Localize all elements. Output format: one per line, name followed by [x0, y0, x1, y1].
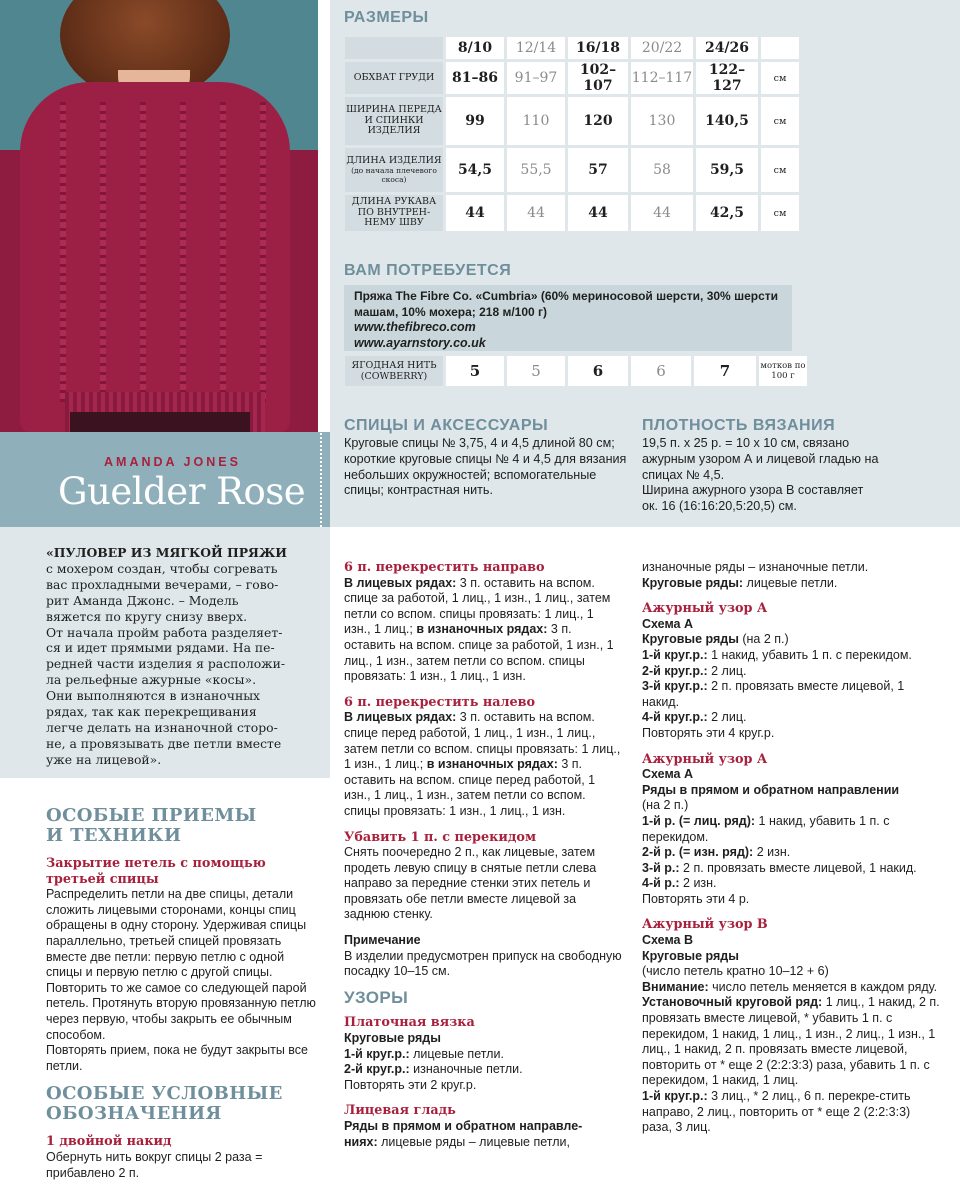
gauge-line: Ширина ажурного узора В составляет [642, 483, 864, 498]
table-cell: 102–107 [568, 62, 628, 94]
row-label: Ряды в прямом и обратном направле- [344, 1119, 583, 1133]
table-cell: 57 [568, 148, 628, 192]
intro-line: вас прохладными вечерами, – гово- [46, 576, 279, 592]
intro-line: с мохером создан, чтобы согревать [46, 560, 278, 576]
table-cell: 122–127 [696, 62, 758, 94]
table-row [345, 97, 799, 145]
techniques-title-line: ОСОБЫЕ ПРИЕМЫ [46, 805, 257, 826]
lace-rib [180, 102, 186, 402]
symbols-title [46, 1084, 318, 1124]
instruction-text: 2 п. провязать вместе лицевой, 1 накид. [679, 860, 917, 875]
table-cell: 110 [507, 97, 565, 145]
row-label-note: (до начала плечевого скоса) [351, 166, 437, 185]
note-text: В изделии предусмотрен припуск на свободную посадку 10–15 см. [344, 948, 622, 979]
chart-label: Схема А [642, 616, 693, 631]
intro-line: Они выполняются в изнаночных [46, 688, 261, 704]
instruction-text: изнаночные петли. [409, 1062, 523, 1077]
garter-heading: Платочная вязка [344, 1015, 475, 1031]
lace-rib [220, 102, 226, 402]
round-label [642, 632, 942, 648]
round-number: 4-й круг.р.: [642, 710, 708, 725]
table-cell [761, 37, 799, 59]
row-number: 1-й р. (= лиц. ряд): [642, 813, 756, 828]
yarn-link[interactable]: www.thefibreco.com [354, 320, 476, 334]
size-header: 12/14 [507, 37, 565, 59]
unit-cell: см [761, 62, 799, 94]
instruction-line [344, 1047, 622, 1063]
instruction-line [642, 876, 942, 892]
table-cell: 120 [568, 97, 628, 145]
instruction-text: 2 изн. [753, 845, 791, 860]
instruction-line: (число петель кратно 10–12 + 6) [642, 964, 829, 979]
stockinette-heading: Лицевая гладь [344, 1103, 456, 1119]
size-header: 24/26 [696, 37, 758, 59]
lace-a-heading: Ажурный узор А [642, 601, 768, 617]
table-cell: 59,5 [696, 148, 758, 192]
patterns-title: УЗОРЫ [344, 987, 409, 1007]
lace-rib [140, 102, 146, 402]
row-type: в изнаночных рядах: [423, 757, 558, 772]
instruction-text: 3 п. оставить на вспом. спице перед работой, 1 лиц., 1 изн., 1 лиц., затем петли со вспом. спицы провязать: 1 лиц., 1 изн., 1 лиц.; [344, 710, 621, 772]
row-label: ОБХВАТ ГРУДИ [345, 62, 443, 94]
technique-heading: Закрытие петель с помощью третьей спицы [46, 856, 266, 887]
cable-right-heading: 6 п. перекрестить направо [344, 560, 545, 575]
table-cell: 54,5 [446, 148, 504, 192]
instruction-line [642, 576, 942, 592]
unit-cell: мотков по 100 г [759, 356, 807, 386]
intro-line: рядах, так как перекрещивания [46, 704, 257, 720]
instruction-text: лицевые петли. [409, 1046, 504, 1061]
note-heading: Примечание [344, 933, 421, 948]
table-cell: 112–117 [631, 62, 693, 94]
row-label: ниях: [344, 1134, 378, 1149]
table-cell: 91–97 [507, 62, 565, 94]
needles-text: Круговые спицы № 3,75, 4 и 4,5 длиной 80 см; короткие круговые спицы № 4 и 4,5 для вязания небольших окружностей; вспомогательные спицы; контрастная нить. [344, 436, 627, 498]
pattern-title: Guelder Rose [58, 470, 306, 513]
row-label: ШИРИНА ПЕРЕДА И СПИНКИ ИЗДЕЛИЯ [345, 97, 443, 145]
table-row [345, 148, 799, 192]
row-type: в изнаночных рядах: [412, 622, 548, 637]
instruction-text: 2 лиц. [707, 710, 747, 725]
yarn-link[interactable]: www.ayarnstory.co.uk [354, 335, 486, 350]
instruction-text: 3 п. оставить на вспом. спице перед работой, 1 изн., 1 лиц., 1 изн., затем петли со вспом. спицы провязать: 1 изн., 1 лиц., 1 изн. [344, 757, 596, 818]
instruction-text: 2 п. провязать вместе лицевой, 1 накид. [642, 679, 905, 709]
intro-line: вяжется по кругу снизу вверх. [46, 608, 248, 624]
table-row [345, 37, 799, 59]
instruction-text: 1 накид, убавить 1 п. с перекидом. [642, 813, 890, 844]
intro-quote [46, 545, 311, 768]
instruction-line [344, 1062, 622, 1078]
table-cell: 44 [631, 195, 693, 231]
decrease-text: Снять поочередно 2 п., как лицевые, затем продеть левую спицу в снятые петли слева направо за передние стенки этих петель и провязать обе петли вместе лицевой за заднюю стенку. [344, 845, 597, 922]
row-number: 2-й р. (= изн. ряд): [642, 845, 754, 860]
instruction-text: 3 п. оставить на вспом. спице за работой, 1 изн., 1 лиц., 1 изн., затем петли со вспом. спицы провязать: 1 изн., 1 лиц., 1 изн. [344, 622, 614, 684]
table-cell: 5 [507, 356, 565, 386]
round-label: Круговые ряды [642, 948, 739, 963]
round-number: 2-й круг.р.: [642, 663, 708, 678]
intro-line: рит Аманда Джонс. – Модель [46, 592, 239, 608]
row-label: Ряды в прямом и обратном направлении [642, 782, 900, 797]
table-cell: 6 [631, 356, 691, 386]
instruction-line: Повторять эти 2 круг.р. [344, 1077, 477, 1092]
cable-left-heading: 6 п. перекрестить налево [344, 694, 536, 710]
instruction-line [642, 679, 942, 710]
gauge-text [642, 436, 932, 515]
row-type: В лицевых рядах: [344, 575, 457, 590]
yarn-line: Пряжа The Fibre Co. «Cumbria» (60% мериносовой шерсти, 30% шерсти [354, 289, 778, 303]
table-cell: 7 [694, 356, 756, 386]
instruction-line: Повторять эти 4 круг.р. [642, 725, 775, 740]
instruction-text: лицевые ряды – лицевые петли, [377, 1134, 570, 1149]
stitch-divider [320, 0, 322, 527]
sizes-table [342, 34, 802, 234]
chart-label: Схема А [642, 767, 693, 782]
unit-cell: см [761, 148, 799, 192]
table-cell: 44 [568, 195, 628, 231]
instruction-text: 1 лиц., 1 накид, 2 п. провязать вместе лицевой, * убавить 1 п. с перекидом, 1 накид, 1 лиц., 1 изн., 2 лиц., 1 изн., 1 лиц., 1 накид, 2 п. провязать вместе лицевой, повторить от * еще 2 (2:2:3:3) раза, убавить 1 п. с перекидом, 1 накид, 1 лиц. [642, 995, 940, 1088]
sweater-shape [20, 82, 290, 432]
intro-line: не, а провязывать две петли вместе [46, 735, 282, 751]
instruction-line [642, 648, 942, 664]
lace-rib [60, 102, 66, 402]
intro-line: От начала пройм работа разделяет- [46, 624, 283, 640]
setup-round [642, 995, 942, 1089]
instruction-text: 2 изн. [679, 876, 717, 891]
gauge-line: 19,5 п. х 25 р. = 10 х 10 см, связано [642, 436, 850, 450]
row-number: 3-й р.: [642, 860, 680, 875]
unit-cell: см [761, 97, 799, 145]
table-cell: 55,5 [507, 148, 565, 192]
techniques-title [46, 806, 318, 846]
instruction-text: лицевые петли. [743, 575, 838, 590]
table-row [345, 356, 807, 386]
model-photo [0, 0, 318, 432]
lace-rib [260, 102, 266, 402]
instruction-text: 3 лиц., * 2 лиц., 6 п. перекре-стить направо, 2 лиц., повторить от * еще 2 (2:2:3:3) раза, 3 лиц. [642, 1089, 911, 1135]
instruction-text: 2 лиц. [707, 663, 747, 678]
row-label: Круговые ряды: [642, 575, 744, 590]
materials-title: ВАМ ПОТРЕБУЕТСЯ [344, 262, 512, 279]
intro-line: уже на лицевой». [46, 751, 162, 767]
decrease-heading: Убавить 1 п. с перекидом [344, 829, 537, 845]
table-cell: 44 [507, 195, 565, 231]
techniques-title-line: И ТЕХНИКИ [46, 825, 182, 846]
table-cell: 140,5 [696, 97, 758, 145]
table-cell [345, 37, 443, 59]
round-label: Круговые ряды [344, 1031, 441, 1046]
color-label [345, 356, 443, 386]
gauge-line: ок. 16 (16:16:20,5:20,5) см. [642, 499, 797, 514]
table-row [345, 195, 799, 231]
table-cell: 99 [446, 97, 504, 145]
yarn-box [344, 285, 792, 351]
author-name: AMANDA JONES [104, 455, 241, 469]
technique-text: Распределить петли на две спицы, детали сложить лицевыми сторонами, концы спиц обращены в одну сторону. Удерживая спицы параллельно, третьей спицей провязать вместе две петли: первую петлю с одной спицы и первую петлю с другой спицы. Повторить то же самое со следующей парой петель. Протянуть вторую провязанную петлю через первую, чтобы закрыть ее обычным способом. [46, 887, 316, 1042]
table-cell: 42,5 [696, 195, 758, 231]
needles-title: СПИЦЫ И АКСЕССУАРЫ [344, 417, 549, 434]
symbol-text: Обернуть нить вокруг спицы 2 раза = прибавлено 2 п. [46, 1149, 263, 1180]
intro-line: легче делать на изнаночной сторо- [46, 719, 278, 735]
column-1 [46, 806, 318, 1181]
round-number: 2-й круг.р.: [344, 1062, 410, 1077]
instruction-line [344, 1135, 622, 1151]
unit-cell: см [761, 195, 799, 231]
table-cell: 44 [446, 195, 504, 231]
table-cell: 5 [446, 356, 504, 386]
symbols-title-line: ОСОБЫЕ УСЛОВНЫЕ [46, 1083, 283, 1105]
intro-line: ла рельефные ажурные «косы». [46, 672, 257, 688]
symbols-title-line: ОБОЗНАЧЕНИЯ [46, 1103, 222, 1125]
round-number: 1-й круг.р.: [642, 1089, 708, 1103]
instruction-line: (на 2 п.) [642, 798, 689, 813]
color-code: (COWBERRY) [360, 371, 428, 382]
gauge-title: ПЛОТНОСТЬ ВЯЗАНИЯ [642, 417, 836, 434]
intro-line: редней части изделия я расположи- [46, 656, 286, 672]
gauge-line: ажурным узором А и лицевой гладью на [642, 451, 879, 466]
lace-a-flat-heading: Ажурный узор А [642, 751, 768, 767]
instruction-line: изнаночные ряды – изнаночные петли. [642, 560, 869, 574]
sizes-title: РАЗМЕРЫ [344, 9, 429, 26]
pants-shape [70, 412, 250, 432]
intro-lead: «ПУЛОВЕР ИЗ МЯГКОЙ ПРЯЖИ [46, 545, 287, 560]
instruction-line: Повторять эти 4 р. [642, 891, 750, 906]
instruction-text: число петель меняется в каждом ряду. [708, 979, 938, 994]
symbol-heading: 1 двойной накид [46, 1134, 172, 1150]
instruction-line [642, 814, 942, 845]
row-label: ДЛИНА РУКАВА ПО ВНУТРЕН-НЕМУ ШВУ [345, 195, 443, 231]
color-name: ЯГОДНАЯ НИТЬ [351, 360, 437, 371]
row-label [345, 148, 443, 192]
cable-left-text [344, 710, 622, 819]
table-cell: 6 [568, 356, 628, 386]
row-type: В лицевых рядах: [344, 710, 457, 725]
instruction-text: 1 накид, убавить 1 п. с перекидом. [707, 647, 912, 662]
row-label-main: ДЛИНА ИЗДЕЛИЯ [346, 154, 442, 166]
instruction-line [642, 845, 942, 861]
instruction-line [642, 664, 942, 680]
table-cell: 58 [631, 148, 693, 192]
instruction-text: 3 п. оставить на вспом. спице за работой, 1 лиц., 1 изн., 1 лиц., затем петли со вспом. спицы провязать: 1 лиц., 1 изн., 1 лиц.; [344, 575, 611, 637]
table-cell: 81–86 [446, 62, 504, 94]
column-2 [344, 560, 622, 1150]
attention-label: Внимание: [642, 979, 709, 994]
cable-right-text [344, 576, 622, 685]
chart-label: Схема В [642, 933, 693, 948]
instruction-line [642, 710, 942, 726]
size-header: 20/22 [631, 37, 693, 59]
intro-line: ся и идет прямыми рядами. На пе- [46, 640, 275, 656]
row-number: 4-й р.: [642, 876, 680, 891]
setup-label: Установочный круговой ряд: [642, 995, 823, 1010]
round-number: 1-й круг.р.: [344, 1046, 410, 1061]
lace-b-heading: Ажурный узор В [642, 917, 768, 933]
lace-rib [100, 102, 106, 402]
instruction-line [642, 1089, 942, 1136]
table-row [345, 62, 799, 94]
yarn-line: машам, 10% мохера; 218 м/100 г) [354, 304, 548, 319]
round-number: 3-й круг.р.: [642, 679, 708, 694]
yarn-amount-table [342, 353, 810, 389]
size-header: 8/10 [446, 37, 504, 59]
round-number: 1-й круг.р.: [642, 647, 708, 662]
gauge-line: спицах № 4,5. [642, 467, 725, 482]
column-3 [642, 560, 942, 1136]
instruction-line [642, 861, 942, 877]
table-cell: 130 [631, 97, 693, 145]
size-header: 16/18 [568, 37, 628, 59]
instruction-text: (на 2 п.) [738, 632, 789, 647]
row-label: Круговые ряды [642, 632, 739, 647]
technique-text: Повторять прием, пока не будут закрыты все петли. [46, 1043, 308, 1073]
attention-line [642, 980, 942, 996]
